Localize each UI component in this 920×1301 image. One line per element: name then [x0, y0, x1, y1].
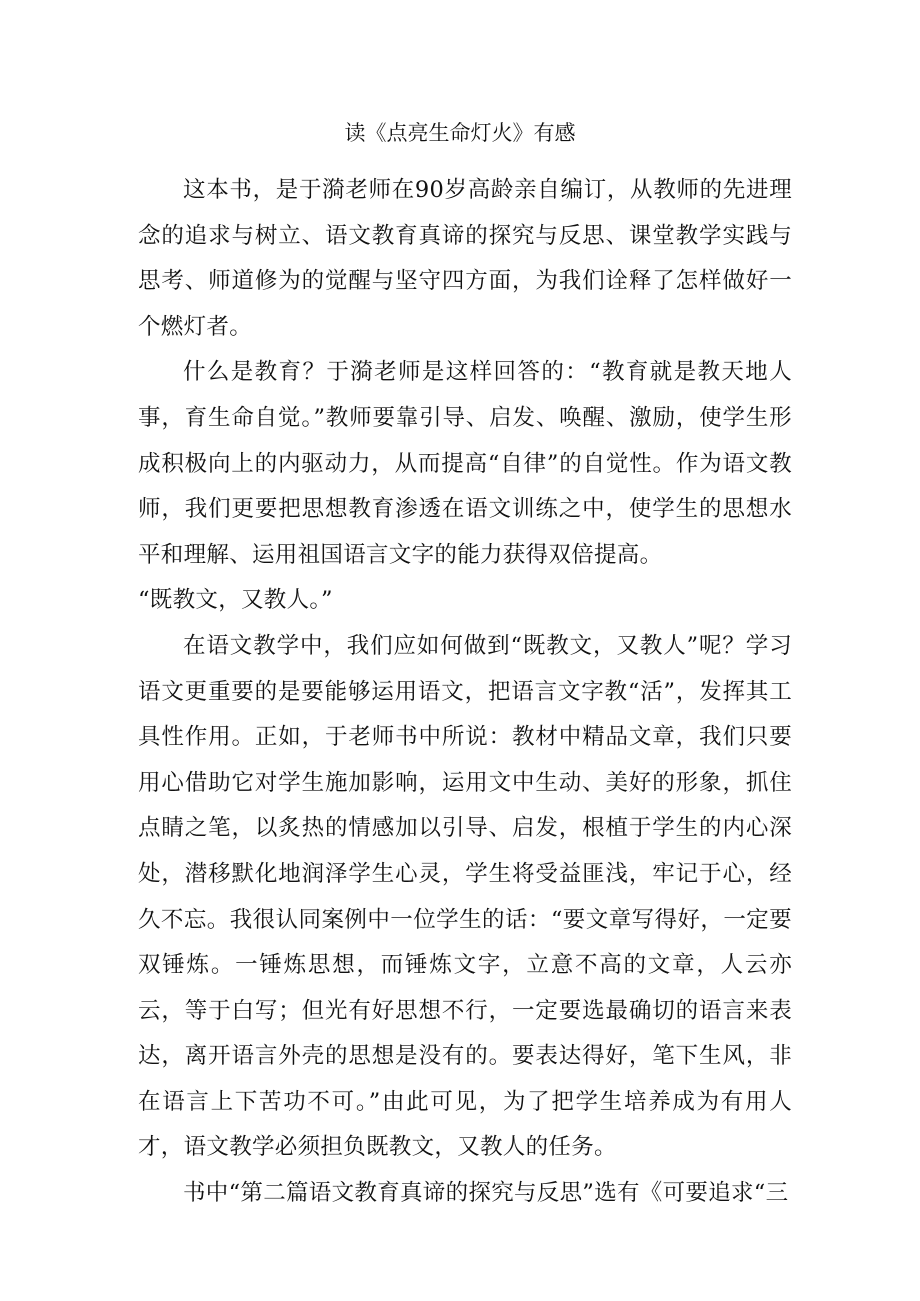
paragraph-second-chapter: 书中“第二篇语文教育真谛的探究与反思”选有《可要追求“三	[183, 1180, 789, 1207]
paragraph-what-is-education: 什么是教育？于漪老师是这样回答的：“教育就是教天地人事，育生命自觉。”教师要靠引导、启发、唤醒、激励，使学生形成积极向上的内驱动力，从而提高“自律”的自觉性。作为语文教师，我们更要把思想教育渗透在语文训练之中，使学生的思想水平和理解、运用祖国语言文字的能力获得双倍提高。	[138, 359, 792, 568]
paragraph-quote: “既教文，又教人。”	[138, 587, 333, 614]
paragraph-teaching-practice: 在语文教学中，我们应如何做到“既教文，又教人”呢？学习语文更重要的是要能够运用语文，把语言文字教“活”，发挥其工具性作用。正如，于老师书中所说：教材中精品文章，我们只要用心借助它对学生施加影响，运用文中生动、美好的形象，抓住点睛之笔，以炙热的情感加以引导、启发，根植于学生的内心深处，潜移默化地润泽学生心灵，学生将受益匪浅，牢记于心，经久不忘。我很认同案例中一位学生的话：“要文章写得好，一定要双锤炼。一锤炼思想，而锤炼文字，立意不高的文章，人云亦云，等于白写；但光有好思想不行，一定要选最确切的语言来表达，离开语言外壳的思想是没有的。要表达得好，笔下生风，非在语言上下苦功不可。”由此可见，为了把学生培养成为有用人才，语文教学必须担负既教文，又教人的任务。	[138, 632, 792, 1161]
paragraph-intro: 这本书，是于漪老师在90岁高龄亲自编订，从教师的先进理念的追求与树立、语文教育真谛的探究与反思、课堂教学实践与思考、师道修为的觉醒与坚守四方面，为我们诠释了怎样做好一个燃灯者。	[138, 177, 792, 340]
document-body	[138, 168, 792, 1217]
document-title: 读《点亮生命灯火》有感	[344, 121, 576, 145]
